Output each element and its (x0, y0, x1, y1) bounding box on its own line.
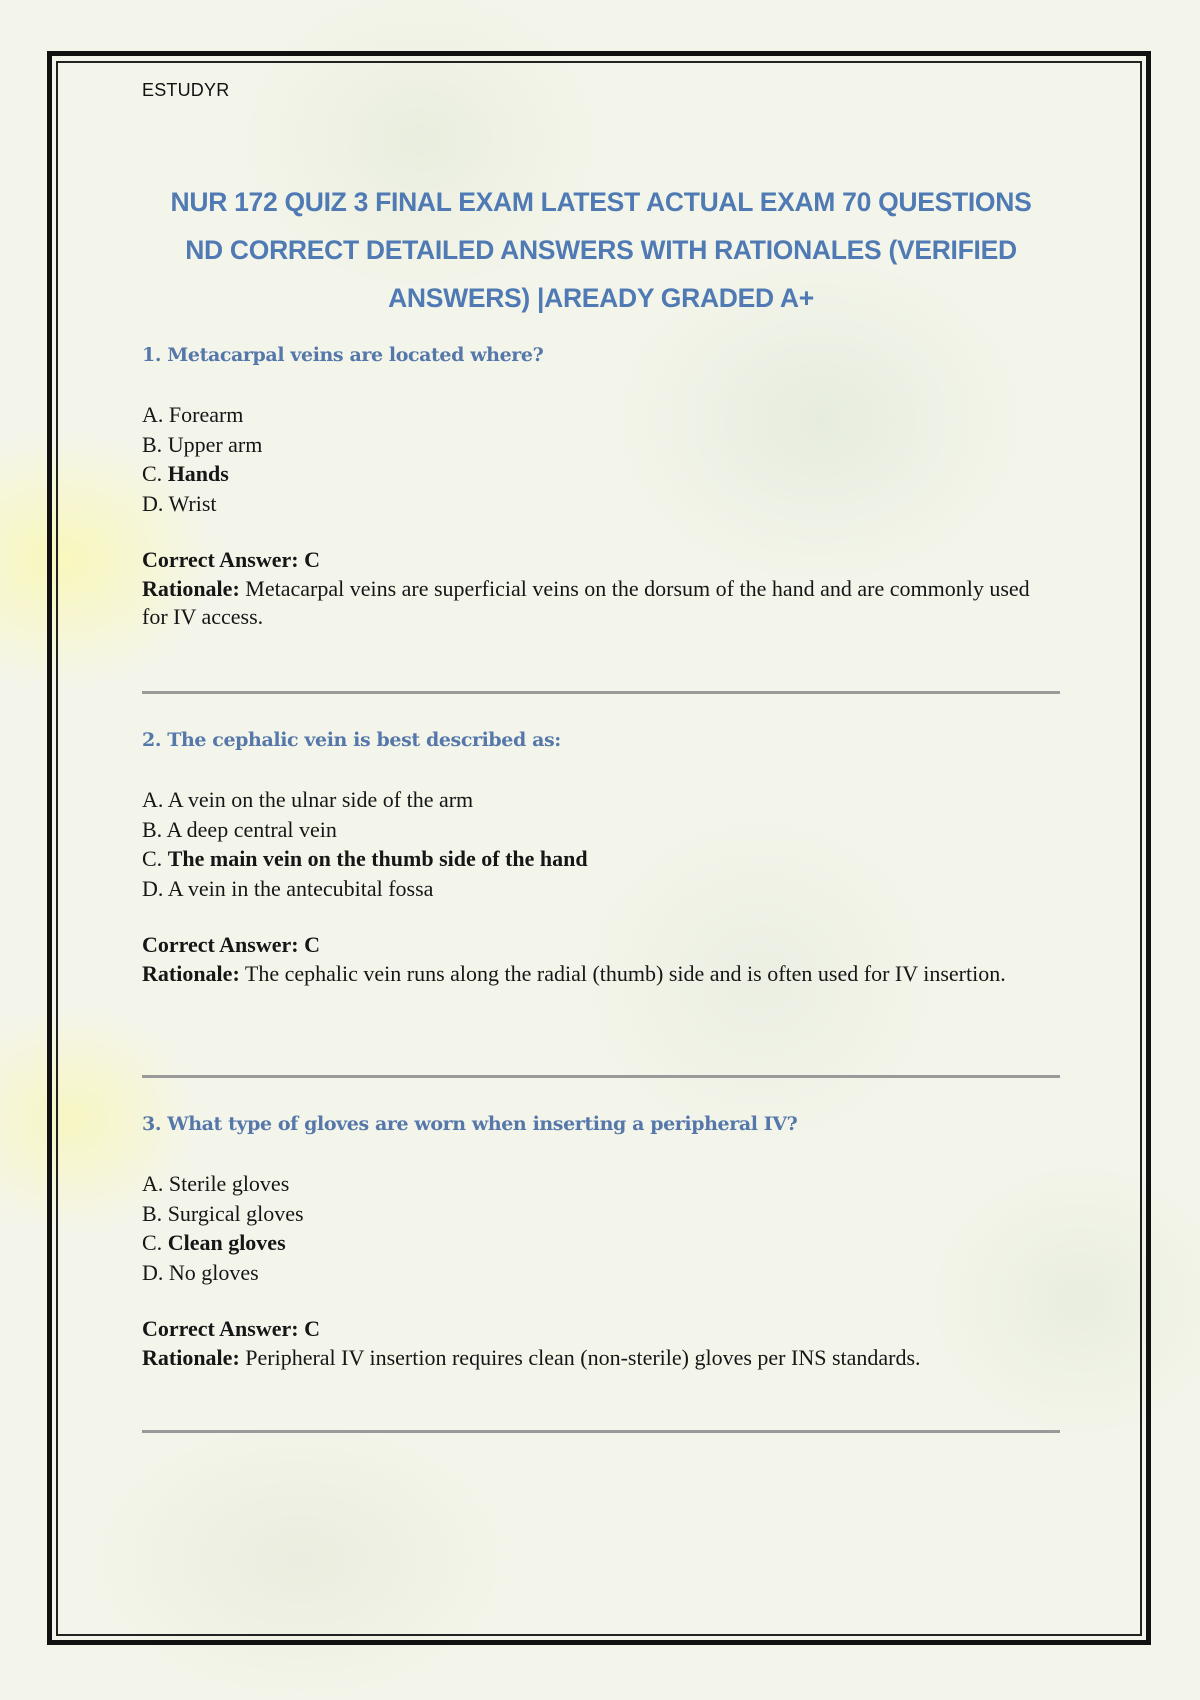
option-letter: B. (142, 1200, 163, 1226)
question-block (142, 727, 1060, 988)
option-item (142, 489, 1060, 519)
answer-block (142, 1315, 1060, 1372)
question-block (142, 1111, 1060, 1372)
correct-option-text: Hands (167, 461, 229, 486)
option-item (142, 1228, 1060, 1258)
rationale (142, 960, 1060, 989)
option-letter: C. (142, 1230, 163, 1255)
rationale-text: The cephalic vein runs along the radial (thumb) side and is often used for IV insertion. (244, 960, 1006, 986)
option-item (142, 430, 1060, 460)
rationale-text: Peripheral IV insertion requires clean (non-sterile) gloves per INS standards. (245, 1344, 921, 1370)
options-list (142, 785, 1060, 903)
section-divider (142, 1075, 1060, 1078)
rationale (142, 575, 1060, 632)
option-text: Upper arm (167, 431, 263, 457)
option-text: Wrist (168, 490, 217, 516)
answer-block (142, 931, 1060, 988)
title-line: NUR 172 QUIZ 3 FINAL EXAM LATEST ACTUAL EXAM 70 QUESTIONS (170, 187, 1032, 217)
rationale (142, 1344, 1060, 1373)
option-item (142, 815, 1060, 845)
question-title: 1. Metacarpal veins are located where? (142, 344, 544, 366)
option-text: A deep central vein (166, 816, 337, 842)
correct-answer: Correct Answer: C (142, 932, 320, 957)
option-item (142, 874, 1060, 904)
question-block (142, 342, 1060, 632)
option-item (142, 1199, 1060, 1229)
option-item (142, 400, 1060, 430)
answer-block (142, 546, 1060, 632)
question-title: 2. The cephalic vein is best described as: (142, 729, 561, 751)
correct-answer: Correct Answer: C (142, 1316, 320, 1341)
option-text: Surgical gloves (167, 1200, 304, 1226)
rationale-label: Rationale: (142, 960, 240, 986)
option-item (142, 785, 1060, 815)
option-letter: C. (142, 461, 163, 486)
correct-option-text: Clean gloves (167, 1230, 286, 1255)
option-letter: D. (142, 490, 164, 516)
option-letter: A. (142, 1171, 164, 1196)
option-text: No gloves (168, 1259, 259, 1285)
correct-option-text: The main vein on the thumb side of the hand (167, 846, 588, 871)
option-text: Sterile gloves (168, 1171, 290, 1196)
section-divider (142, 1430, 1060, 1433)
option-item (142, 1169, 1060, 1199)
option-letter: A. (142, 402, 164, 427)
option-text: A vein on the ulnar side of the arm (167, 787, 474, 812)
option-letter: B. (142, 431, 163, 457)
document-title (142, 178, 1060, 322)
option-item (142, 1258, 1060, 1288)
question-title: 3. What type of gloves are worn when inserting a peripheral IV? (142, 1113, 798, 1135)
option-letter: C. (142, 846, 163, 871)
options-list (142, 400, 1060, 518)
option-letter: A. (142, 787, 164, 812)
section-divider (142, 691, 1060, 694)
rationale-label: Rationale: (142, 1344, 240, 1370)
rationale-text: Metacarpal veins are superficial veins on the dorsum of the hand and are commonly used for IV access. (142, 575, 1030, 629)
option-item (142, 844, 1060, 874)
option-letter: D. (142, 1259, 164, 1285)
correct-answer: Correct Answer: C (142, 547, 320, 572)
option-text: A vein in the antecubital fossa (167, 875, 434, 901)
option-letter: B. (142, 816, 163, 842)
brand-header: ESTUDYR (142, 80, 230, 100)
rationale-label: Rationale: (142, 575, 240, 601)
title-line: ANSWERS) |AREADY GRADED A+ (388, 283, 814, 313)
title-line: ND CORRECT DETAILED ANSWERS WITH RATIONALES (VERIFIED (185, 235, 1017, 265)
option-item (142, 459, 1060, 489)
option-letter: D. (142, 875, 164, 901)
option-text: Forearm (168, 402, 244, 427)
options-list (142, 1169, 1060, 1287)
